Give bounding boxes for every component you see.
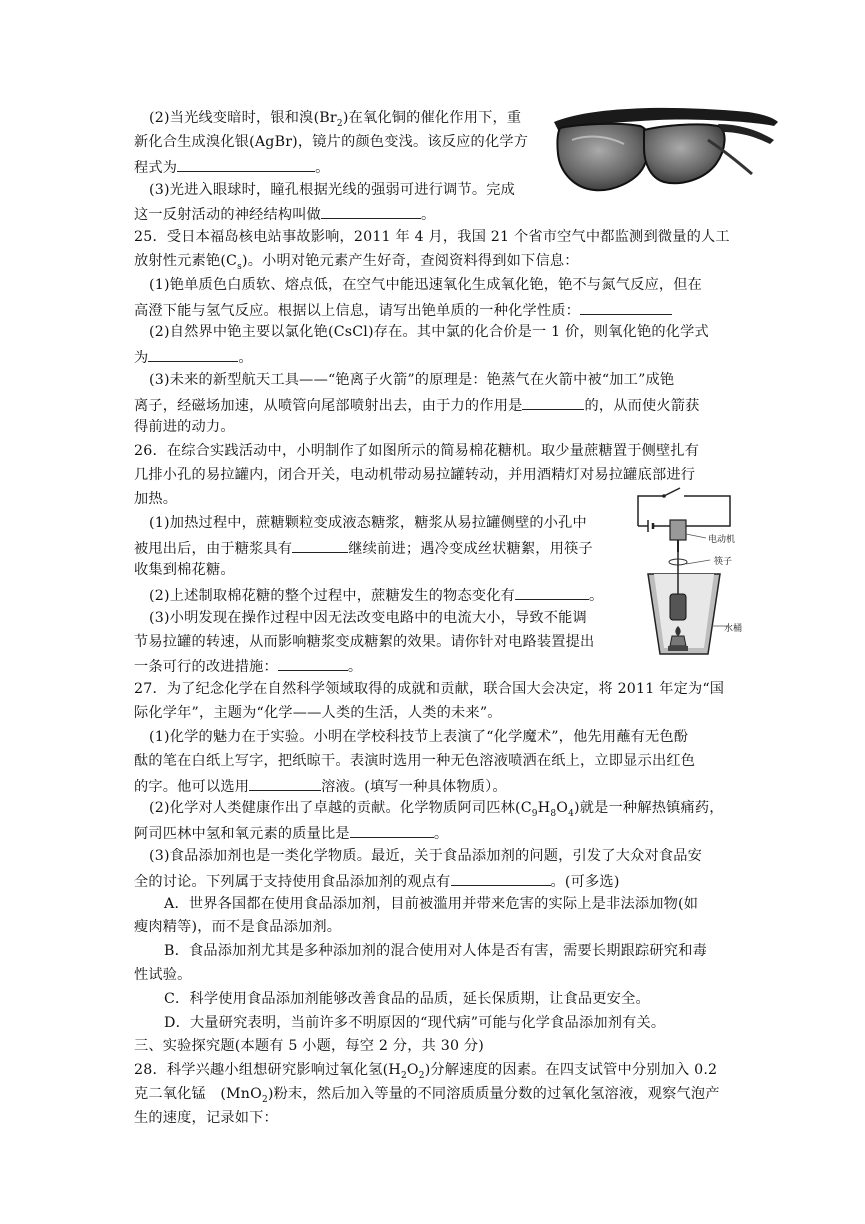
q27-p1-line1: (1)化学的魅力在于实验。小明在学校科技节上表演了“化学魔术”，他先用蘸有无色酚 <box>149 729 689 745</box>
q27-option-a-line2: 瘦肉精等)，而不是食品添加剂。 <box>134 919 342 935</box>
q25-p3-line2: 离子，经磁场加速，从喷管向尾部喷射出去，由于力的作用是 的，从而使火箭获 <box>134 394 700 416</box>
q26-p1-line3: 收集到棉花糖。 <box>134 562 235 578</box>
answer-blank[interactable] <box>177 156 315 172</box>
q27-line2: 际化学年”，主题为“化学——人类的生活，人类的未来”。 <box>134 705 502 721</box>
chopsticks-label: 筷子 <box>714 557 733 567</box>
q24-p3-line2: 这一反射活动的神经结构叫做 。 <box>134 203 435 225</box>
q27-option-b-line2: 性试验。 <box>134 967 192 983</box>
answer-blank[interactable] <box>350 822 434 838</box>
q25-p2-line1: (2)自然界中铯主要以氯化铯(CsCl)存在。其中氯的化合价是一 1 价，则氧化铯的化学式 <box>149 324 709 340</box>
q28-line2: 克二氧化锰 (MnO$_2$)粉末，然后加入等量的不同溶质质量分数的过氧化氢溶液，观察气泡产 <box>134 1086 720 1105</box>
q26-p3-line2: 节易拉罐的转速，从而影响糖浆变成糖絮的效果。请你针对电路装置提出 <box>134 634 595 650</box>
q25-line1: 25．受日本福岛核电站事故影响，2011 年 4 月，我国 21 个省市空气中都监测到微量的人工 <box>134 229 730 245</box>
answer-blank[interactable] <box>321 203 421 219</box>
q28-line3: 生的速度，记录如下： <box>134 1110 278 1126</box>
q25-p3-line1: (3)未来的新型航天工具——“铯离子火箭”的原理是：铯蒸气在火箭中被“加工”成铯 <box>149 372 675 388</box>
q28-line1: 28．科学兴趣小组想研究影响过氧化氢$(H_2O_2)$分解速度的因素。在四支试管中分别加入 0.2 <box>134 1062 718 1081</box>
q27-p2-line2: 阿司匹林中氢和氧元素的质量比是 。 <box>134 822 448 844</box>
q27-p1-line2: 酞的笔在白纸上写字，把纸晾干。表演时选用一种无色溶液喷洒在纸上，立即显示出红色 <box>134 753 696 769</box>
section-3-heading: 三、实验探究题(本题有 5 小题，每空 2 分，共 30 分) <box>134 1038 484 1054</box>
q25-p3-line3: 得前进的动力。 <box>134 419 235 435</box>
q26-line2: 几排小孔的易拉罐内，闭合开关，电动机带动易拉罐转动，并用酒精灯对易拉罐底部进行 <box>134 467 696 483</box>
q25-p1-line2: 高澄下能与氢气反应。根据以上信息，请写出铯单质的一种化学性质： <box>134 299 672 321</box>
sunglasses-figure <box>548 100 780 198</box>
q27-option-c: C．科学使用食品添加剂能够改善食品的品质，延长保质期，让食品更安全。 <box>164 991 650 1007</box>
answer-blank[interactable] <box>249 775 321 791</box>
answer-blank[interactable] <box>148 346 238 362</box>
q24-p2-line1: (2)当光线变暗时，银和溴$(Br_2)$在氧化铜的催化作用下，重 <box>149 110 522 129</box>
answer-blank[interactable] <box>515 584 589 600</box>
q24-p3-line1: (3)光进入眼球时，瞳孔根据光线的强弱可进行调节。完成 <box>149 182 515 198</box>
q26-p3-line1: (3)小明发现在操作过程中因无法改变电路中的电流大小，导致不能调 <box>149 610 587 626</box>
q27-option-d: D．大量研究表明，当前许多不明原因的“现代病”可能与化学食品添加剂有关。 <box>164 1015 666 1031</box>
answer-blank[interactable] <box>451 870 551 886</box>
q26-line3: 加热。 <box>134 491 178 507</box>
q27-p3-line1: (3)食品添加剂也是一类化学物质。最近，关于食品添加剂的问题，引发了大众对食品安 <box>149 848 703 864</box>
q26-p1-line2: 被甩出后，由于糖浆具有 继续前进；遇冷变成丝状糖絮，用筷子 <box>134 537 593 559</box>
q26-line1: 26．在综合实践活动中，小明制作了如图所示的简易棉花糖机。取少量蔗糖置于侧壁扎有 <box>134 443 700 459</box>
q27-p3-line2: 全的讨论。下列属于支持使用食品添加剂的观点有 。(可多选) <box>134 870 620 892</box>
q26-p3-line3: 一条可行的改进措施： 。 <box>134 655 362 677</box>
q25-p2-line2: 为 。 <box>134 346 253 368</box>
q25-p1-line1: (1)铯单质色白质软、熔点低，在空气中能迅速氧化生成氧化铯，铯不与氮气反应，但在 <box>149 277 703 293</box>
answer-blank[interactable] <box>278 655 348 671</box>
bucket-label: 水桶 <box>724 624 743 634</box>
cotton-candy-machine-figure <box>628 486 754 674</box>
q24-p2-line2: 新化合生成溴化银(AgBr)，镜片的颜色变浅。该反应的化学方 <box>134 134 529 150</box>
q26-p1-line1: (1)加热过程中，蔗糖颗粒变成液态糖浆，糖浆从易拉罐侧壁的小孔中 <box>149 515 587 531</box>
q24-p2-line3: 程式为 。 <box>134 156 330 178</box>
answer-blank[interactable] <box>522 394 584 410</box>
q27-p1-line3: 的字。他可以选用 溶液。(填写一种具体物质）。 <box>134 775 507 797</box>
answer-blank[interactable] <box>580 299 672 315</box>
q27-p2-line1: (2)化学对人类健康作出了卓越的贡献。化学物质阿司匹林$(C_9H_8O_4)$就是一种解热镇痛药， <box>149 800 724 819</box>
q27-option-a-line1: A．世界各国都在使用食品添加剂，目前被滥用并带来危害的实际上是非法添加物(如 <box>164 896 699 912</box>
motor-label: 电动机 <box>708 535 736 545</box>
q26-p2: (2)上述制取棉花糖的整个过程中，蔗糖发生的物态变化有 。 <box>149 584 603 606</box>
q27-line1: 27．为了纪念化学在自然科学领域取得的成就和贡献，联合国大会决定，将 2011 年定为“国 <box>134 681 725 697</box>
q25-line2: 放射性元素铯$(C_s)$。小明对铯元素产生好奇，查阅资料得到如下信息： <box>134 253 579 272</box>
answer-blank[interactable] <box>292 537 348 553</box>
q27-option-b-line1: B．食品添加剂尤其是多种添加剂的混合使用对人体是否有害，需要长期跟踪研究和毒 <box>164 943 707 959</box>
